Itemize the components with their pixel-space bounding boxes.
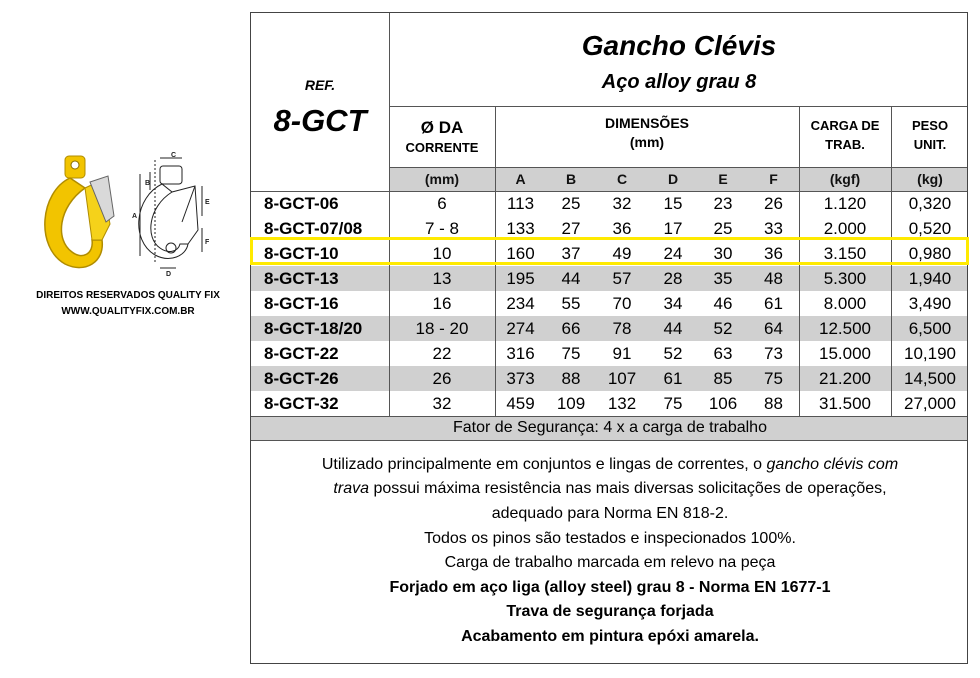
cell-f: 75 <box>764 368 783 388</box>
cell-c: 78 <box>612 318 632 338</box>
cell-e: 52 <box>713 318 733 338</box>
cell-f: 26 <box>764 193 783 213</box>
cell-d: 34 <box>663 293 683 313</box>
cell-d: 15 <box>663 193 683 213</box>
cell-chain: 16 <box>432 293 452 313</box>
cell-a: 113 <box>506 193 535 213</box>
ref-code: 8-GCT <box>273 103 367 138</box>
dimensions-header: DIMENSÕES (mm) <box>604 115 689 150</box>
cell-weight: 0,320 <box>908 193 952 213</box>
cell-ref: 8-GCT-22 <box>264 343 339 363</box>
cell-c: 57 <box>612 268 632 288</box>
cell-e: 30 <box>713 243 733 263</box>
cell-c: 70 <box>612 293 632 313</box>
working-load-header: CARGA DE TRAB. <box>810 118 880 152</box>
unit-label: C <box>616 171 628 187</box>
cell-weight: 0,980 <box>908 243 952 263</box>
cell-weight: 0,520 <box>908 218 952 238</box>
unit-label: F <box>769 171 778 187</box>
product-image-panel <box>0 0 250 678</box>
cell-a: 274 <box>506 318 535 338</box>
cell-chain: 10 <box>432 243 452 263</box>
description-line: Trava de segurança forjada <box>506 603 714 620</box>
cell-chain: 6 <box>437 193 447 213</box>
cell-weight: 1,940 <box>908 268 952 288</box>
cell-ref: 8-GCT-07/08 <box>264 218 363 238</box>
cell-a: 459 <box>506 393 535 413</box>
cell-e: 35 <box>713 268 733 288</box>
cell-chain: 26 <box>432 368 452 388</box>
cell-c: 132 <box>607 393 637 413</box>
cell-e: 25 <box>713 218 733 238</box>
cell-weight: 10,190 <box>904 343 956 363</box>
cell-b: 44 <box>561 268 581 288</box>
unit-label: A <box>515 171 526 187</box>
cell-f: 36 <box>764 243 783 263</box>
cell-f: 48 <box>764 268 783 288</box>
cell-f: 88 <box>764 393 783 413</box>
safety-factor-text: Fator de Segurança: 4 x a carga de trabalho <box>453 419 767 436</box>
cell-chain: 22 <box>432 343 452 363</box>
cell-b: 88 <box>561 368 581 388</box>
cell-f: 73 <box>764 343 783 363</box>
cell-c: 107 <box>607 368 637 388</box>
cell-b: 55 <box>561 293 581 313</box>
cell-c: 49 <box>612 243 632 263</box>
cell-b: 25 <box>561 193 581 213</box>
dim-label-e: E <box>205 199 210 206</box>
cell-e: 106 <box>708 393 738 413</box>
cell-d: 24 <box>663 243 683 263</box>
product-title: Gancho Clévis <box>581 30 777 61</box>
cell-b: 37 <box>561 243 581 263</box>
cell-load: 3.150 <box>823 243 867 263</box>
website-url-text: WWW.QUALITYFIX.COM.BR <box>61 306 195 317</box>
ref-label: REF. <box>304 77 336 93</box>
cell-e: 85 <box>713 368 733 388</box>
cell-ref: 8-GCT-26 <box>264 368 339 388</box>
cell-e: 46 <box>713 293 733 313</box>
cell-load: 12.500 <box>819 318 871 338</box>
cell-load: 15.000 <box>819 343 871 363</box>
cell-chain: 18 - 20 <box>415 318 469 338</box>
cell-ref: 8-GCT-10 <box>264 243 339 263</box>
cell-ref: 8-GCT-18/20 <box>264 318 363 338</box>
highlighted-row-frame <box>250 237 969 265</box>
cell-c: 36 <box>612 218 632 238</box>
cell-weight: 14,500 <box>904 368 956 388</box>
rights-reserved-text: DIREITOS RESERVADOS QUALITY FIX <box>36 290 220 301</box>
cell-ref: 8-GCT-06 <box>264 193 339 213</box>
cell-ref: 8-GCT-13 <box>264 268 339 288</box>
cell-b: 66 <box>561 318 581 338</box>
cell-d: 17 <box>663 218 683 238</box>
cell-chain: 32 <box>432 393 452 413</box>
cell-d: 75 <box>663 393 683 413</box>
yellow-hook-photo <box>45 156 114 268</box>
description-line: adequado para Norma EN 818-2. <box>491 505 729 522</box>
unit-label: (mm) <box>424 171 460 187</box>
cell-d: 28 <box>663 268 683 288</box>
cell-load: 1.120 <box>823 193 867 213</box>
unit-label: (kg) <box>917 171 943 187</box>
dim-label-c: C <box>171 152 177 159</box>
cell-f: 64 <box>764 318 783 338</box>
cell-load: 2.000 <box>823 218 867 238</box>
description-line: trava possui máxima resistência nas mais diversas solicitações de operações, <box>333 480 887 497</box>
cell-c: 32 <box>612 193 632 213</box>
cell-weight: 27,000 <box>904 393 956 413</box>
cell-f: 33 <box>764 218 783 238</box>
cell-a: 133 <box>506 218 535 238</box>
unit-label: E <box>718 171 728 187</box>
product-subtitle: Aço alloy grau 8 <box>601 70 757 93</box>
cell-chain: 13 <box>432 268 452 288</box>
unit-label: (kgf) <box>829 171 861 187</box>
cell-b: 75 <box>561 343 581 363</box>
chain-diameter-header: Ø DA CORRENTE <box>405 117 479 155</box>
cell-chain: 7 - 8 <box>424 218 460 238</box>
cell-ref: 8-GCT-16 <box>264 293 339 313</box>
cell-weight: 6,500 <box>908 318 952 338</box>
cell-e: 23 <box>713 193 733 213</box>
cell-b: 27 <box>561 218 581 238</box>
description-line: Todos os pinos são testados e inspecionados 100%. <box>424 530 796 547</box>
cell-c: 91 <box>612 343 632 363</box>
cell-e: 63 <box>713 343 733 363</box>
unit-label: B <box>565 171 577 187</box>
description-line: Carga de trabalho marcada em relevo na peça <box>444 554 776 571</box>
cell-load: 31.500 <box>819 393 871 413</box>
cell-d: 52 <box>663 343 683 363</box>
description-line: Utilizado principalmente em conjuntos e lingas de correntes, o gancho clévis com <box>321 456 899 473</box>
cell-ref: 8-GCT-32 <box>264 393 339 413</box>
cell-a: 234 <box>506 293 535 313</box>
cell-f: 61 <box>764 293 783 313</box>
unit-label: D <box>667 171 679 187</box>
description-line: Acabamento em pintura epóxi amarela. <box>461 628 759 645</box>
clevis-hook-illustration <box>30 152 220 277</box>
cell-load: 5.300 <box>823 268 867 288</box>
description-line: Forjado em aço liga (alloy steel) grau 8 - Norma EN 1677-1 <box>389 579 831 596</box>
technical-drawing <box>139 158 202 268</box>
cell-d: 61 <box>663 368 683 388</box>
cell-a: 316 <box>506 343 535 363</box>
cell-b: 109 <box>556 393 586 413</box>
dim-label-b: B <box>145 180 151 187</box>
cell-load: 21.200 <box>819 368 871 388</box>
dim-label-a: A <box>132 213 138 220</box>
cell-a: 160 <box>506 243 535 263</box>
cell-a: 373 <box>506 368 535 388</box>
cell-load: 8.000 <box>823 293 867 313</box>
dim-label-d: D <box>166 271 172 277</box>
unit-weight-header: PESO UNIT. <box>911 118 949 152</box>
cell-a: 195 <box>506 268 535 288</box>
spec-sheet <box>250 12 968 664</box>
dim-label-f: F <box>205 239 210 246</box>
cell-d: 44 <box>663 318 683 338</box>
cell-weight: 3,490 <box>908 293 952 313</box>
